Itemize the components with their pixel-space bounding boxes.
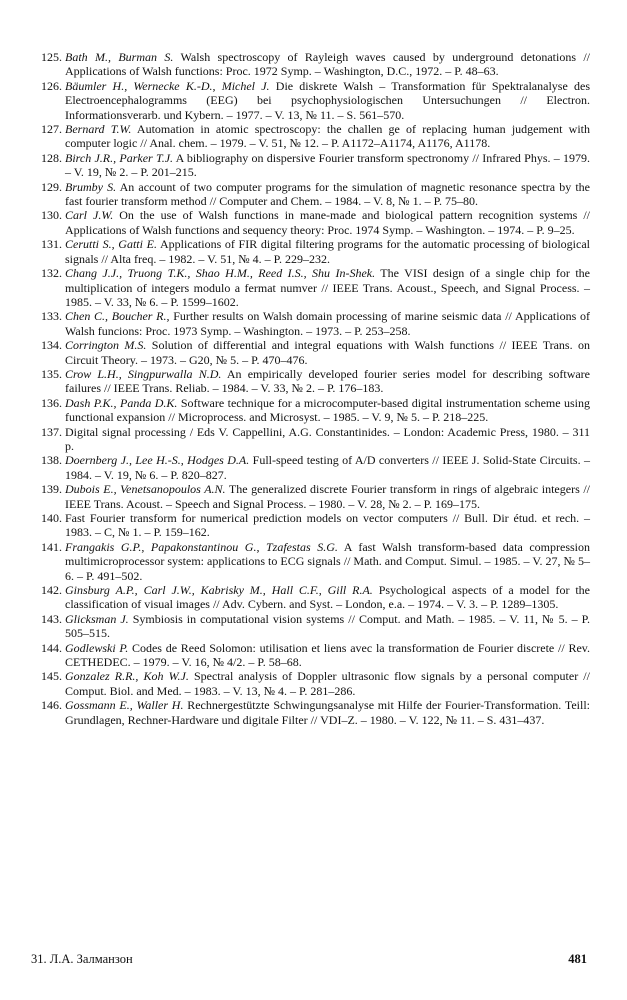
reference-entry: [24, 50, 590, 79]
reference-text: Full-speed testing of A/D converters // IEEE J. Solid-State Circuits. – 1984. – V. 19, № 6. – P. 820–827.: [65, 453, 591, 482]
reference-number: 138.: [41, 453, 62, 468]
reference-number: 133.: [41, 309, 62, 324]
reference-text: A fast Walsh transform-based data compression multimicroprocessor system: applications to ECG signals // Math. and Comput. Simul. – 1985. – V. 27, № 5–6. – P. 491–502.: [65, 539, 590, 583]
reference-number: 125.: [41, 50, 62, 64]
page-number: 481: [568, 952, 587, 966]
reference-authors: Bäumler H., Wernecke K.-D., Michel J.: [65, 78, 270, 93]
reference-authors: Godlewski P.: [65, 640, 129, 655]
reference-authors: Brumby S.: [65, 179, 117, 194]
reference-entry: [24, 641, 590, 670]
reference-authors: Dubois E., Venetsanopoulos A.N.: [65, 482, 226, 497]
reference-text: The VISI design of a single chip for the multiplication of integers modulo a fermat numver // IEEE Trans. Acoust., Speech, and Signal Process. – 1985. – V. 33, № 6. – P. 1599–1602.: [65, 266, 590, 309]
reference-entry: [24, 396, 590, 425]
reference-number: 130.: [41, 208, 62, 223]
reference-entry: [24, 208, 590, 237]
reference-number: 140.: [41, 511, 62, 525]
reference-entry: [24, 453, 590, 482]
reference-authors: Chen C., Boucher R.,: [65, 309, 170, 324]
reference-number: 144.: [41, 640, 62, 655]
reference-list: [24, 50, 590, 727]
reference-number: 137.: [41, 424, 62, 439]
reference-number: 135.: [41, 366, 62, 381]
reference-authors: Glicksman J.: [65, 611, 129, 626]
reference-text: A bibliography on dispersive Fourier transform spectronomy // Infrared Phys. – 1979. – V. 19, № 2. – P. 201–215.: [65, 150, 590, 180]
reference-number: 146.: [41, 698, 62, 713]
reference-number: 132.: [41, 266, 62, 281]
reference-text: Software technique for a microcomputer-based digital instrumentation scheme using functional expansion // Microprocess. and Microsyst. – 1985. – V. 9, № 5. – P. 218–225.: [65, 395, 591, 425]
reference-authors: Birch J.R., Parker T.J.: [65, 150, 174, 165]
reference-entry: [24, 612, 590, 641]
reference-authors: Bath M., Burman S.: [65, 50, 174, 64]
reference-text: An account of two computer programs for the simulation of magnetic resonance spectra by the fast fourier transform method // Computer and Chem. – 1984. – V. 8, № 1. – P. 75–80.: [65, 179, 591, 209]
reference-entry: [24, 79, 590, 122]
reference-text: Rechnergestützte Schwingungsanalyse mit Hilfe der Fourier-Transformation. Teill: Grundlagen, Rechner-Hardware und digitale Filter // VDI–Z. – 1980. – V. 122, № 11. – S. 431–437.: [65, 698, 590, 727]
reference-number: 131.: [41, 237, 62, 252]
reference-text: Fast Fourier transform for numerical prediction models on vector computers // Bull. Dir étud. et rech. – 1983. – C, № 1. – P. 159–162.: [65, 511, 590, 540]
reference-entry: [24, 482, 590, 511]
reference-entry: [24, 669, 590, 698]
reference-number: 139.: [41, 482, 62, 497]
reference-number: 134.: [41, 338, 62, 353]
reference-entry: [24, 151, 590, 180]
reference-number: 142.: [41, 583, 62, 598]
reference-number: 141.: [41, 539, 62, 554]
reference-entry: [24, 540, 590, 583]
reference-authors: Frangakis G.P., Papakonstantinou G., Tzafestas S.G.: [65, 539, 338, 554]
reference-entry: [24, 425, 590, 454]
reference-entry: [24, 583, 590, 612]
reference-authors: Gonzalez R.R., Koh W.J.: [65, 669, 189, 684]
signature-mark: 31. Л.А. Залманзон: [31, 952, 133, 966]
reference-text: Digital signal processing / Eds V. Cappellini, A.G. Constantinides. – London: Academic Press, 1980. – 311 p.: [65, 424, 590, 453]
reference-number: 145.: [41, 669, 62, 684]
reference-text: Walsh spectroscopy of Rayleigh waves caused by underground detonations // Applications of Walsh functions: Proc. 1972 Symp. – Washington, D.C., 1972. – P. 48–63.: [65, 50, 591, 79]
reference-authors: Chang J.J., Truong T.K., Shao H.M., Reed I.S., Shu In-Shek.: [65, 266, 376, 281]
reference-authors: Bernard T.W.: [65, 122, 132, 137]
reference-number: 143.: [41, 611, 62, 626]
reference-entry: [24, 338, 590, 367]
reference-text: The generalized discrete Fourier transform in rings of algebraic integers // IEEE Trans. Acoust. – Speech and Signal Process. – 1980. – V. 28, № 2. – P. 169–175.: [65, 482, 590, 511]
reference-authors: Dash P.K., Panda D.K.: [65, 395, 178, 410]
reference-authors: Ginsburg A.P., Carl J.W., Kabrisky M., Hall C.F., Gill R.A.: [65, 583, 373, 598]
reference-authors: Doernberg J., Lee H.-S., Hodges D.A.: [65, 453, 250, 468]
reference-text: Automation in atomic spectroscopy: the challen ge of replacing human judgement with computer logic // Anal. chem. – 1979. – V. 51, № 12. – P. A1172–A1174, A1176, A1178.: [65, 122, 590, 151]
reference-text: Applications of FIR digital filtering programs for the automatic processing of biological signals // Alta freq. – 1982. – V. 51, № 4. – P. 229–232.: [65, 237, 590, 266]
reference-text: An empirically developed fourier series model for describing software failures // IEEE Trans. Reliab. – 1984. – V. 33, № 2. – P. 176–183.: [65, 366, 591, 396]
reference-number: 136.: [41, 395, 62, 410]
reference-authors: Corrington M.S.: [65, 338, 147, 353]
reference-number: 128.: [41, 150, 62, 165]
reference-number: 126.: [41, 78, 62, 93]
reference-text: Die diskrete Walsh – Transformation für Spektralanalyse des Electroencephalogramms (EEG) bei psychophysiologischen Untersuchungen // Electron. Informationsverarb. und Kybern. – 1977. – V. 13, № 11. – S. 561–570.: [65, 78, 591, 122]
reference-number: 127.: [41, 122, 62, 137]
reference-text: Spectral analysis of Doppler ultrasonic flow signals by a personal computer // Comput. Biol. and Med. – 1983. – V. 13, № 4. – P. 281–286.: [65, 669, 590, 698]
reference-entry: [24, 237, 590, 266]
reference-number: 129.: [41, 179, 62, 194]
reference-authors: Crow L.H., Singpurwalla N.D.: [65, 366, 222, 381]
reference-text: Psychological aspects of a model for the classification of visual images // Adv. Cybern. and Syst. – London, e.a. – 1974. – V. 3. – P. 1289–1305.: [65, 583, 590, 612]
reference-entry: [24, 309, 590, 338]
reference-text: Codes de Reed Solomon: utilisation et liens avec la transformation de Fourier discrete // Rev. CETHEDEC. – 1979. – V. 16, № 4/2. – P. 58–68.: [65, 640, 590, 670]
reference-authors: Gossmann E., Waller H.: [65, 698, 184, 713]
reference-text: Solution of differential and integral equations with Walsh functions // IEEE Trans. on Circuit Theory. – 1973. – G20, № 5. – P. 470–476.: [65, 338, 590, 367]
reference-authors: Cerutti S., Gatti E.: [65, 237, 157, 252]
reference-text: Further results on Walsh domain processing of marine seismic data // Applications of Walsh funcions: Proc. 1973 Symp. – Washington. – 1973. – P. 253–258.: [65, 309, 590, 338]
reference-entry: [24, 367, 590, 396]
reference-text: Symbiosis in computational vision systems // Comput. and Math. – 1985. – V. 11, № 5. – P. 505–515.: [65, 611, 590, 641]
reference-entry: [24, 266, 590, 309]
reference-entry: [24, 180, 590, 209]
reference-entry: [24, 698, 590, 727]
reference-text: On the use of Walsh functions in mane-made and biological pattern recognition systems // Applications of Walsh functions and sequency theory: Proc. 1974 Symp. – Washington. – 1974. – P. 9–25.: [65, 208, 590, 237]
reference-entry: [24, 511, 590, 540]
reference-authors: Carl J.W.: [65, 208, 114, 223]
reference-entry: [24, 122, 590, 151]
